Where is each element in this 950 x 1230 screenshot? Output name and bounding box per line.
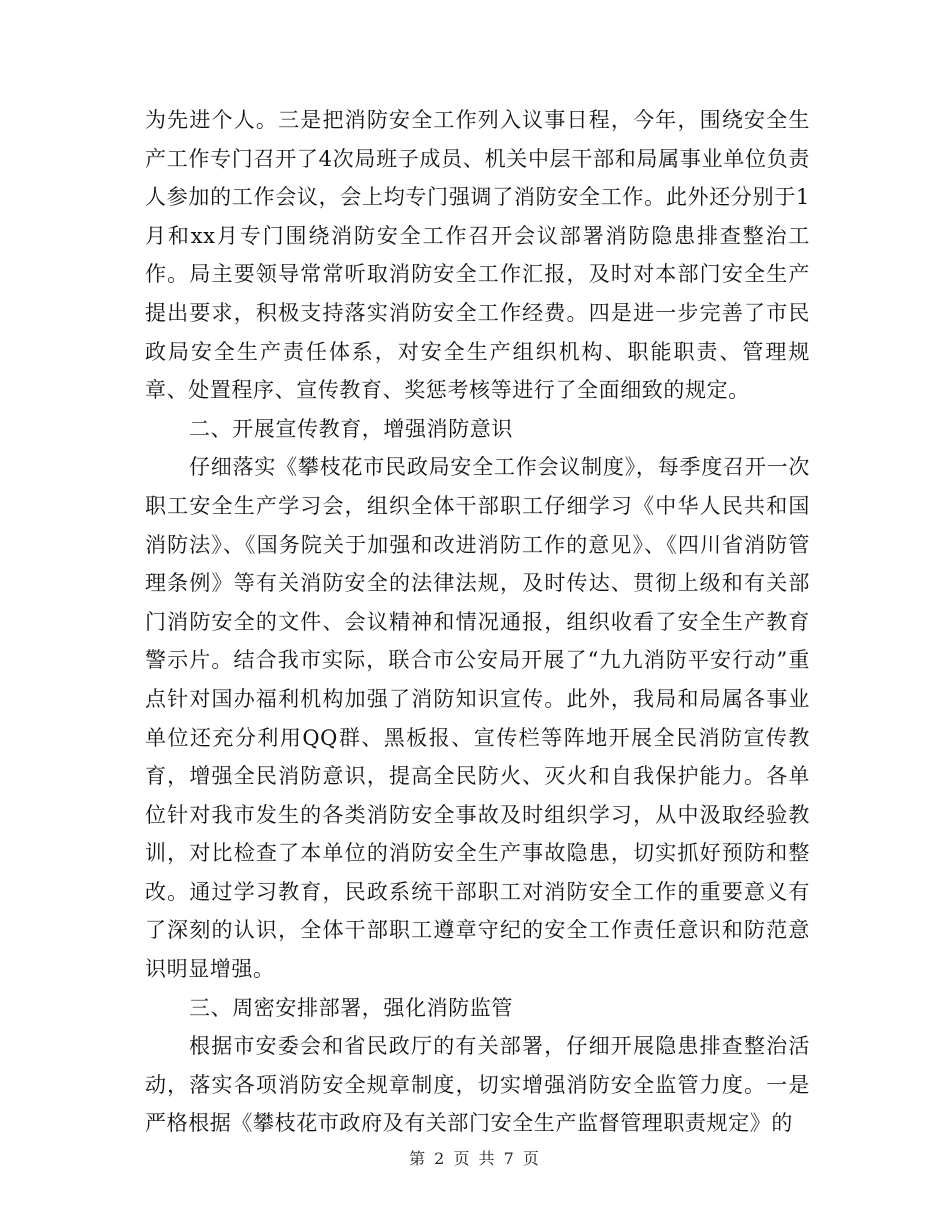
section-heading-2: 二、开展宣传教育，增强消防意识 xyxy=(189,416,513,441)
paragraph-publicity-education: 仔细落实《攀枝花市民政局安全工作会议制度》，每季度召开一次职工安全生产学习会，组织全体干部职工仔细学习《中华人民共和国消防法》、《国务院关于加强和改进消防工作的意见》、《四川省消防管理条例》等有关消防安全的法律法规，及时传达、贯彻上级和有关部门消防安全的文件、会议精神和情况通报，组织收看了安全生产教育警示片。结合我市实际，联合市公安局开展了“九九消防平安行动”重点针对国办福利机构加强了消防知识宣传。此外，我局和局属各事业单位还充分利用QQ群、黑板报、宣传栏等阵地开展全民消防宣传教育，增强全民消防意识，提高全民防火、灭火和自我保护能力。各单位针对我市发生的各类消防安全事故及时组织学习，从中汲取经验教训，对比检查了本单位的消防安全生产事故隐患，切实抓好预防和整改。通过学习教育，民政系统干部职工对消防安全工作的重要意义有了深刻的认识，全体干部职工遵章守纪的安全工作责任意识和防范意识明显增强。 xyxy=(145,455,810,982)
page-number-footer: 第 2 页 共 7 页 xyxy=(409,1149,541,1168)
section-heading-3: 三、周密安排部署，强化消防监管 xyxy=(189,995,513,1020)
document-body xyxy=(145,101,810,1143)
paragraph-supervision: 根据市安委会和省民政厅的有关部署，仔细开展隐患排查整治活动，落实各项消防安全规章制度，切实增强消防安全监管力度。一是严格根据《攀枝花市政府及有关部门安全生产监督管理职责规定》的 xyxy=(145,1034,810,1136)
paragraph-continuation: 为先进个人。三是把消防安全工作列入议事日程，今年，围绕安全生产工作专门召开了4次局班子成员、机关中层干部和局属事业单位负责人参加的工作会议，会上均专门强调了消防安全工作。此外还分别于1月和xx月专门围绕消防安全工作召开会议部署消防隐患排查整治工作。局主要领导常常听取消防安全工作汇报，及时对本部门安全生产提出要求，积极支持落实消防安全工作经费。四是进一步完善了市民政局安全生产责任体系，对安全生产组织机构、职能职责、管理规章、处置程序、宣传教育、奖惩考核等进行了全面细致的规定。 xyxy=(145,108,810,403)
